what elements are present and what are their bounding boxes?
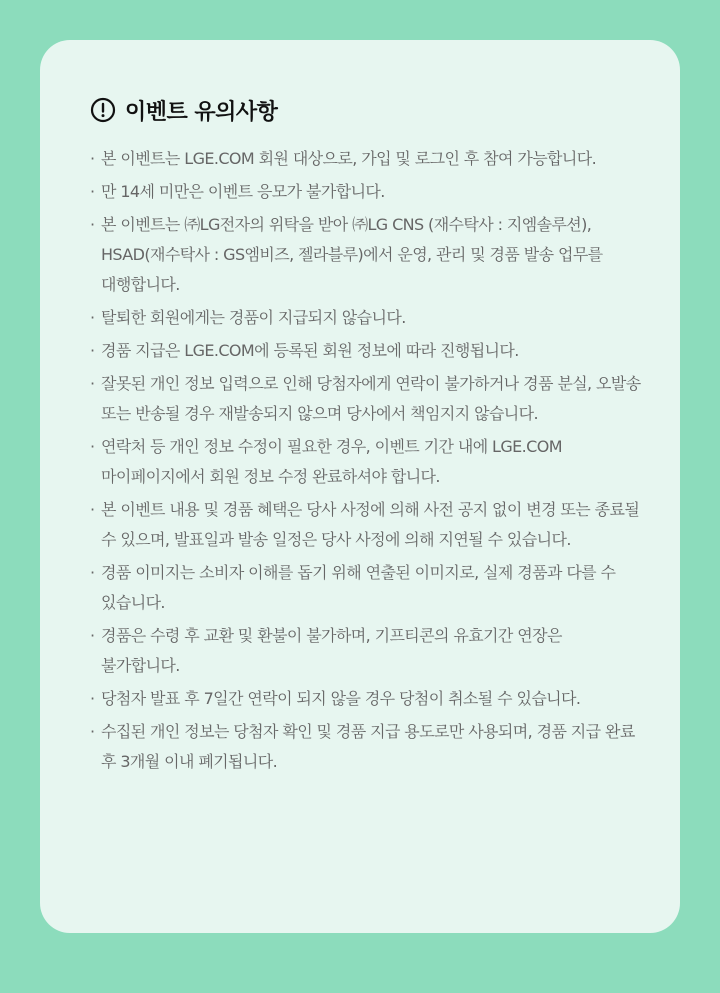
notice-item: [90, 210, 644, 300]
notice-text: 본 이벤트는 ㈜LG전자의 위탁을 받아 ㈜LG CNS (재수탁사 : 지엠솔루션), HSAD(재수탁사 : GS엠비즈, 젤라블루)에서 운영, 관리 및 경품 발송 업무를 대행합니다.: [101, 215, 603, 294]
bullet: ·: [90, 722, 95, 741]
bullet: ·: [90, 437, 95, 456]
bullet: ·: [90, 374, 95, 393]
notice-item: [90, 369, 644, 429]
notice-card: [40, 40, 680, 933]
bullet: ·: [90, 215, 95, 234]
notice-header: [90, 94, 644, 126]
notice-list: [90, 144, 644, 777]
notice-text: 연락처 등 개인 정보 수정이 필요한 경우, 이벤트 기간 내에 LGE.COM 마이페이지에서 회원 정보 수정 완료하셔야 합니다.: [101, 437, 562, 486]
notice-item: [90, 495, 644, 555]
bullet: ·: [90, 149, 95, 168]
bullet: ·: [90, 626, 95, 645]
notice-text: 잘못된 개인 정보 입력으로 인해 당첨자에게 연락이 불가하거나 경품 분실, 오발송 또는 반송될 경우 재발송되지 않으며 당사에서 책임지지 않습니다.: [101, 374, 641, 423]
notice-text: 본 이벤트 내용 및 경품 혜택은 당사 사정에 의해 사전 공지 없이 변경 또는 종료될 수 있으며, 발표일과 발송 일정은 당사 사정에 의해 지연될 수 있습니다.: [101, 500, 640, 549]
bullet: ·: [90, 341, 95, 360]
notice-text: 탈퇴한 회원에게는 경품이 지급되지 않습니다.: [101, 308, 406, 327]
notice-text: 경품 이미지는 소비자 이해를 돕기 위해 연출된 이미지로, 실제 경품과 다를 수 있습니다.: [101, 563, 616, 612]
notice-text: 본 이벤트는 LGE.COM 회원 대상으로, 가입 및 로그인 후 참여 가능합니다.: [101, 149, 597, 168]
bullet: ·: [90, 689, 95, 708]
notice-title: 이벤트 유의사항: [125, 99, 278, 125]
notice-text: 당첨자 발표 후 7일간 연락이 되지 않을 경우 당첨이 취소될 수 있습니다.: [101, 689, 581, 708]
bullet: ·: [90, 308, 95, 327]
notice-text: 경품은 수령 후 교환 및 환불이 불가하며, 기프티콘의 유효기간 연장은 불가합니다.: [101, 626, 562, 675]
bullet: ·: [90, 563, 95, 582]
notice-item: [90, 684, 644, 714]
notice-item: [90, 336, 644, 366]
exclamation-circle-icon: [90, 97, 116, 123]
notice-item: [90, 432, 644, 492]
bullet: ·: [90, 500, 95, 519]
notice-item: [90, 144, 644, 174]
notice-text: 수집된 개인 정보는 당첨자 확인 및 경품 지급 용도로만 사용되며, 경품 지급 완료 후 3개월 이내 폐기됩니다.: [101, 722, 635, 771]
notice-text: 만 14세 미만은 이벤트 응모가 불가합니다.: [101, 182, 385, 201]
notice-item: [90, 717, 644, 777]
notice-item: [90, 558, 644, 618]
notice-item: [90, 177, 644, 207]
notice-item: [90, 303, 644, 333]
notice-text: 경품 지급은 LGE.COM에 등록된 회원 정보에 따라 진행됩니다.: [101, 341, 519, 360]
bullet: ·: [90, 182, 95, 201]
notice-item: [90, 621, 644, 681]
